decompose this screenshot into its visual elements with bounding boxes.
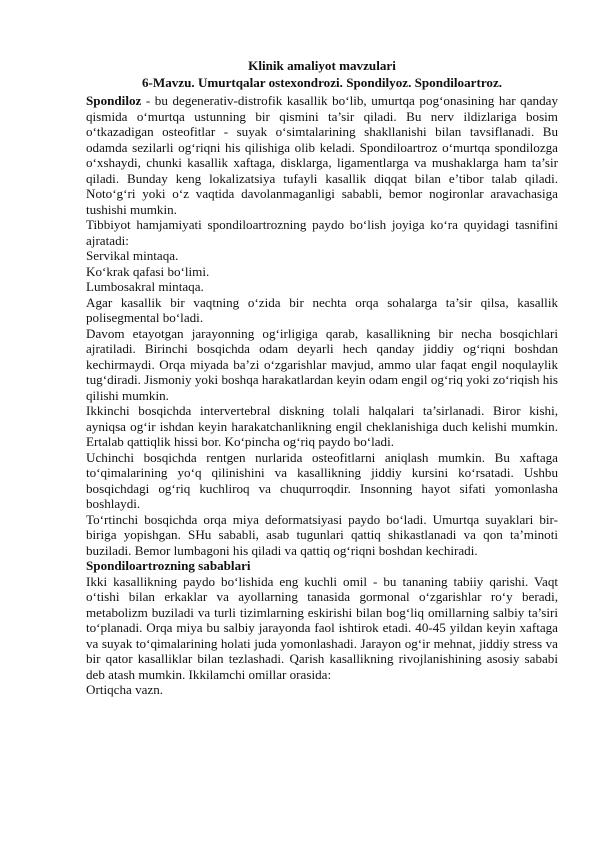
document-subtitle: 6-Mavzu. Umurtqalar ostexondrozi. Spondilyoz. Spondiloartroz.: [141, 75, 503, 90]
causes-paragraph: Ikki kasallikning paydo bo‘lishida eng kuchli omil - bu tananing tabiiy qarishi. Vaqt o‘tishi bilan erkaklar va ayollarning tanasida gormonal o‘zgarishlar ro‘y beradi, metabolizm buziladi va turli tizimlarning eskirishi bilan bog‘liq omillarning salbiy ta’siri to‘planadi. Orqa miya bu salbiy jarayonda faol ishtirok etadi. 40-45 yildan keyin xaftaga va suyak to‘qimalarining holati juda yomonlashadi. Jarayon og‘ir mehnat, jiddiy stress va bir qator kasalliklar bilan tezlashadi. Qarish kasallikning rivojlanishining asosiy sababi deb atash mumkin. Ikkilamchi omillar orasida:: [86, 573, 558, 682]
stage-two-paragraph: Ikkinchi bosqichda intervertebral diskning tolali halqalari ta’sirlanadi. Biror kishi, ayniqsa og‘ir ishdan keyin harakatchanlikning engil cheklanishiga duch kelishi mumkin. Ertalab qattiqlik hissi bor. Ko‘pincha og‘riq paydo bo‘ladi.: [86, 403, 558, 449]
classification-paragraph: Tibbiyot hamjamiyati spondiloartrozning paydo bo‘lish joyiga ko‘ra quyidagi tasnifini ajratadi:: [86, 217, 558, 248]
last-line: Ortiqcha vazn.: [86, 682, 164, 697]
document-page: [86, 57, 558, 698]
causes-heading: Spondiloartrozning sabablari: [86, 558, 251, 573]
list-item: Servikal mintaqa.: [86, 248, 179, 263]
document-title: Klinik amaliyot mavzulari: [248, 58, 396, 73]
list-item: Lumbosakral mintaqa.: [86, 279, 204, 294]
stage-four-paragraph: To‘rtinchi bosqichda orqa miya deformatsiyasi paydo bo‘ladi. Umurtqa suyaklari bir-biriga yopishgan. SHu sababli, asab tugunlari qattiq shikastlanadi va qon ta’minoti buziladi. Bemor lumbagoni his qiladi va qattiq og‘riqni boshdan kechiradi.: [86, 511, 558, 558]
list-item: Ko‘krak qafasi bo‘limi.: [86, 263, 210, 279]
polysegmental-paragraph: Agar kasallik bir vaqtning o‘zida bir nechta orqa sohalarga ta’sir qilsa, kasallik polisegmental bo‘ladi.: [86, 294, 558, 325]
stages-paragraph: Davom etayotgan jarayonning og‘irligiga qarab, kasallikning bir necha bosqichlari ajratiladi. Birinchi bosqichda odam deyarli hech qanday jiddiy og‘riqni boshdan kechirmaydi. Orqa miyada ba’zi o‘zgarishlar mavjud, ammo ular faqat engil noqulaylik tug‘diradi. Jismoniy yoki boshqa harakatlardan keyin odam engil og‘riq yoki zo‘riqish his qilishi mumkin.: [86, 325, 558, 403]
stage-three-paragraph: Uchinchi bosqichda rentgen nurlarida osteofitlarni aniqlash mumkin. Bu xaftaga to‘qimalarining yo‘q qilinishini va kasallikning jiddiy kursini ko‘rsatadi. Ushbu bosqichdagi og‘riq kuchliroq va chuqurroqdir. Insonning hayot sifati yomonlasha boshlaydi.: [86, 449, 558, 511]
intro-paragraph: [86, 93, 558, 217]
intro-text: - bu degenerativ-distrofik kasallik bo‘lib, umurtqa pog‘onasining har qanday qismida o‘murtqa ustunning bir qismini ta’sir qiladi. Bu nerv ildizlariga bosim o‘tkazadigan osteofitlar - suyak o‘simtalarining shakllanishi bilan tavsiflanadi. Bu odamda sezilarli og‘riqni his qilishiga olib keladi. Spondiloartroz o‘murtqa spondilozga o‘xshaydi, chunki kasallik xaftaga, disklarga, ligamentlarga va mushaklarga ham ta’sir qiladi. Bunday keng lokalizatsiya tufayli kasallik diqqat bilan e’tibor talab qiladi. Noto‘g‘ri yoki o‘z vaqtida davolanmaganligi sababli, bemor nogironlar aravachasiga tushishi mumkin.: [86, 93, 558, 217]
intro-term: Spondiloz: [86, 93, 142, 108]
